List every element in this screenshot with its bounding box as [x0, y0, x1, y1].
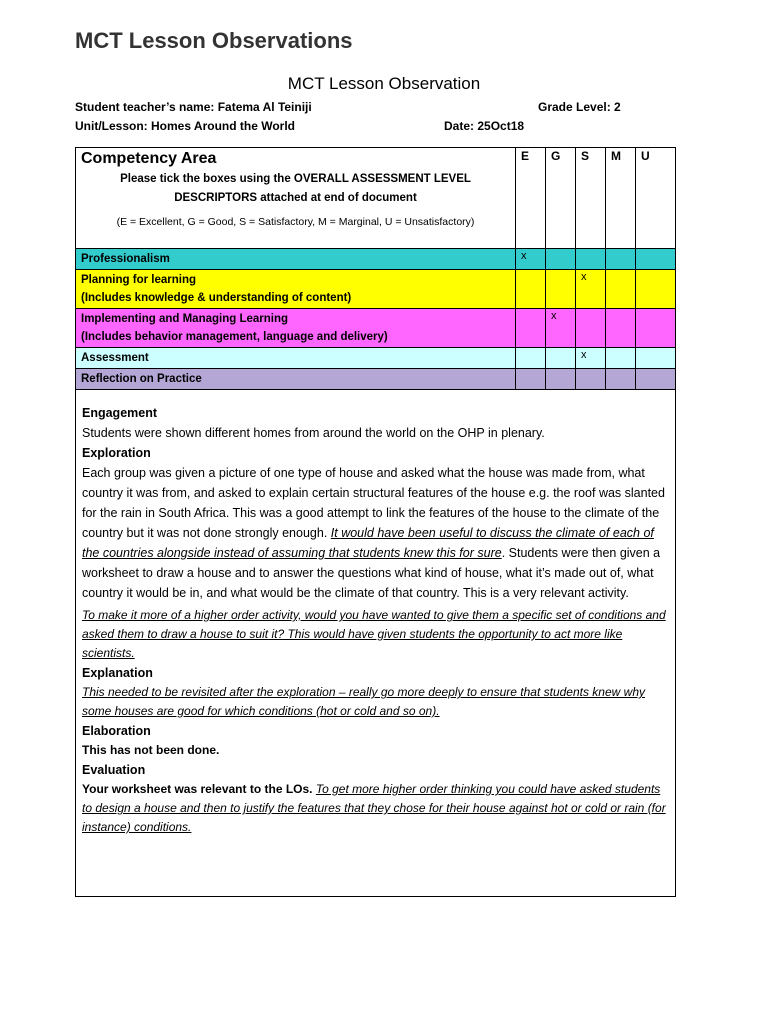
- evaluation-italic-comment: To get more higher order thinking you could have asked students to design a house and then to justify the features that they chose for their house against hot or cold or rain (for instance) conditions.: [82, 782, 666, 834]
- rating-cell-u[interactable]: [636, 309, 676, 348]
- rating-cell-m[interactable]: [606, 309, 636, 348]
- rating-cell-g[interactable]: [546, 348, 576, 369]
- evaluation-text: Your worksheet was relevant to the LOs.: [82, 782, 313, 796]
- competency-area-title: Competency Area: [81, 150, 217, 167]
- student-teacher-name: Student teacher’s name: Fatema Al Teiniji: [75, 100, 312, 114]
- explanation-heading: Explanation: [82, 666, 153, 680]
- rating-cell-m[interactable]: [606, 249, 636, 270]
- document-title: MCT Lesson Observations: [75, 28, 353, 53]
- evaluation-heading: Evaluation: [82, 763, 146, 777]
- rating-cell-s[interactable]: x: [576, 270, 606, 309]
- observation-notes: [76, 390, 676, 897]
- engagement-heading: Engagement: [82, 406, 158, 420]
- engagement-text: Students were shown different homes from around the world on the OHP in plenary.: [82, 426, 545, 440]
- table-row-implementing: [76, 309, 676, 348]
- rating-cell-u[interactable]: [636, 369, 676, 390]
- row-label-planning: [76, 270, 516, 309]
- instruction-line-2: DESCRIPTORS attached at end of document: [174, 192, 417, 204]
- column-header-g: G: [546, 148, 576, 249]
- row-label-planning-sub: (Includes knowledge & understanding of content): [81, 292, 352, 304]
- table-header-row: [76, 148, 676, 249]
- rating-cell-s[interactable]: [576, 369, 606, 390]
- elaboration-heading: Elaboration: [82, 724, 151, 738]
- competency-header-cell: [76, 148, 516, 249]
- exploration-text-1: Each group was given a picture of one type of house and asked what the house was made from, what country it was from, and asked to explain certain structural features of the house e.g. the roof was slanted for the rain in South Africa. This was a good attempt to link the features of the house to the climate of the country but it was not done strongly enough.: [82, 466, 665, 540]
- exploration-paragraph: [82, 463, 669, 603]
- rating-cell-s[interactable]: [576, 309, 606, 348]
- table-row-professionalism: [76, 249, 676, 270]
- column-header-u: U: [636, 148, 676, 249]
- row-label-implementing-main: Implementing and Managing Learning: [81, 313, 289, 325]
- row-label-reflection: Reflection on Practice: [76, 369, 516, 390]
- rating-cell-g[interactable]: x: [546, 309, 576, 348]
- rating-cell-m[interactable]: [606, 348, 636, 369]
- table-row-assessment: [76, 348, 676, 369]
- unit-lesson: Unit/Lesson: Homes Around the World: [75, 119, 296, 133]
- rating-cell-e[interactable]: [516, 309, 546, 348]
- table-row-planning: [76, 270, 676, 309]
- evaluation-paragraph: [82, 780, 669, 837]
- rating-cell-g[interactable]: [546, 270, 576, 309]
- column-header-s: S: [576, 148, 606, 249]
- column-header-e: E: [516, 148, 546, 249]
- rating-cell-u[interactable]: [636, 270, 676, 309]
- rating-legend: (E = Excellent, G = Good, S = Satisfactory, M = Marginal, U = Unsatisfactory): [116, 216, 475, 228]
- competency-table: [75, 147, 676, 897]
- rating-cell-u[interactable]: [636, 249, 676, 270]
- row-label-assessment: Assessment: [76, 348, 516, 369]
- rating-cell-e[interactable]: [516, 348, 546, 369]
- exploration-suggestion-paragraph: [82, 606, 669, 663]
- rating-cell-s[interactable]: x: [576, 348, 606, 369]
- lesson-date: Date: 25Oct18: [444, 119, 525, 133]
- column-header-m: M: [606, 148, 636, 249]
- elaboration-text: This has not been done.: [82, 743, 220, 757]
- row-label-implementing: [76, 309, 516, 348]
- explanation-paragraph: [82, 683, 669, 721]
- rating-cell-m[interactable]: [606, 369, 636, 390]
- rating-cell-e[interactable]: [516, 369, 546, 390]
- grade-level: Grade Level: 2: [538, 100, 621, 114]
- table-row-reflection: [76, 369, 676, 390]
- rating-cell-e[interactable]: [516, 270, 546, 309]
- rating-cell-e[interactable]: x: [516, 249, 546, 270]
- rating-cell-u[interactable]: [636, 348, 676, 369]
- rating-cell-m[interactable]: [606, 270, 636, 309]
- exploration-suggestion: To make it more of a higher order activity, would you have wanted to give them a specific set of conditions and asked them to draw a house to suit it? This would have given students the opportunity to act more like scientists.: [82, 608, 666, 660]
- exploration-text-2: . Students were then given a worksheet to draw a house and to answer the questions what kind of house, what it’s made out of, what country it would be in, and what would be the climate of that country. This is a very relevant activity.: [82, 546, 661, 600]
- rating-cell-s[interactable]: [576, 249, 606, 270]
- explanation-text: This needed to be revisited after the exploration – really go more deeply to ensure that students knew why some houses are good for which conditions (hot or cold and so on).: [82, 685, 645, 718]
- rating-cell-g[interactable]: [546, 369, 576, 390]
- observation-subtitle: MCT Lesson Observation: [287, 74, 481, 93]
- row-label-implementing-sub: (Includes behavior management, language and delivery): [81, 331, 388, 343]
- instruction-line-1: Please tick the boxes using the OVERALL ASSESSMENT LEVEL: [120, 173, 471, 185]
- row-label-professionalism: Professionalism: [76, 249, 516, 270]
- exploration-heading: Exploration: [82, 446, 151, 460]
- rating-cell-g[interactable]: [546, 249, 576, 270]
- notes-row: [76, 390, 676, 897]
- exploration-italic-comment: It would have been useful to discuss the climate of each of the countries alongside instead of assuming that students knew this for sure: [82, 526, 654, 560]
- row-label-planning-main: Planning for learning: [81, 274, 197, 286]
